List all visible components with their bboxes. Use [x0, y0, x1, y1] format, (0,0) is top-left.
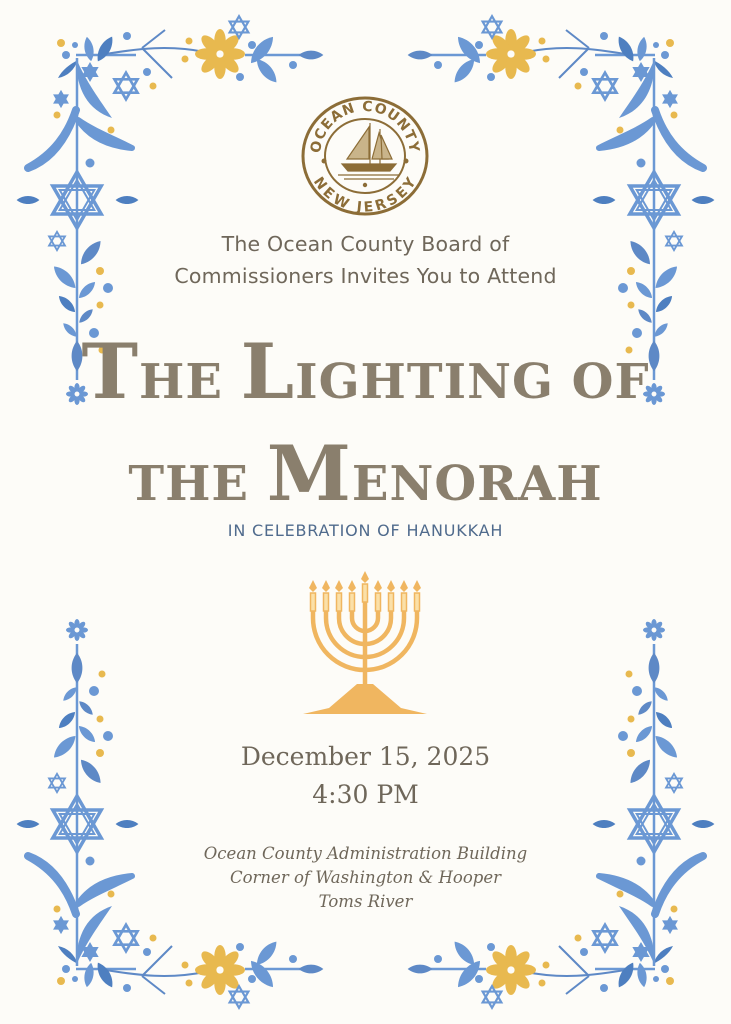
sailing-ship-icon [338, 123, 400, 179]
title-line-2: THE MENORAH [128, 429, 603, 518]
title-line-1: THE LIGHTING OF [81, 327, 650, 416]
floral-corner-ornament-bottom-left [0, 604, 340, 1024]
venue-city: Toms River [318, 892, 413, 911]
seal-bottom-text: NEW JERSEY [309, 174, 421, 216]
event-title [0, 327, 731, 518]
event-time: 4:30 PM [312, 780, 419, 809]
event-subtitle: IN CELEBRATION OF HANUKKAH [227, 521, 504, 540]
menorah-icon [303, 566, 427, 714]
invitation-line-2: Commissioners Invites You to Attend [174, 264, 557, 288]
event-date: December 15, 2025 [240, 742, 491, 771]
venue-building: Ocean County Administration Building [203, 844, 528, 863]
venue-location: Corner of Washington & Hooper [229, 868, 502, 887]
seal-top-text: OCEAN COUNTY [307, 98, 423, 155]
county-seal-icon [300, 95, 430, 217]
invitation-line-1: The Ocean County Board of [221, 232, 510, 256]
menorah-illustration [303, 566, 427, 714]
event-datetime [0, 738, 731, 814]
event-venue [0, 842, 731, 914]
floral-star-of-david-icon [0, 604, 340, 1024]
svg-text:NEW JERSEY [310, 174, 420, 215]
floral-corner-ornament-bottom-right [391, 604, 731, 1024]
invitation-text [0, 228, 731, 292]
ocean-county-seal [300, 95, 430, 217]
floral-star-of-david-icon [391, 604, 731, 1024]
